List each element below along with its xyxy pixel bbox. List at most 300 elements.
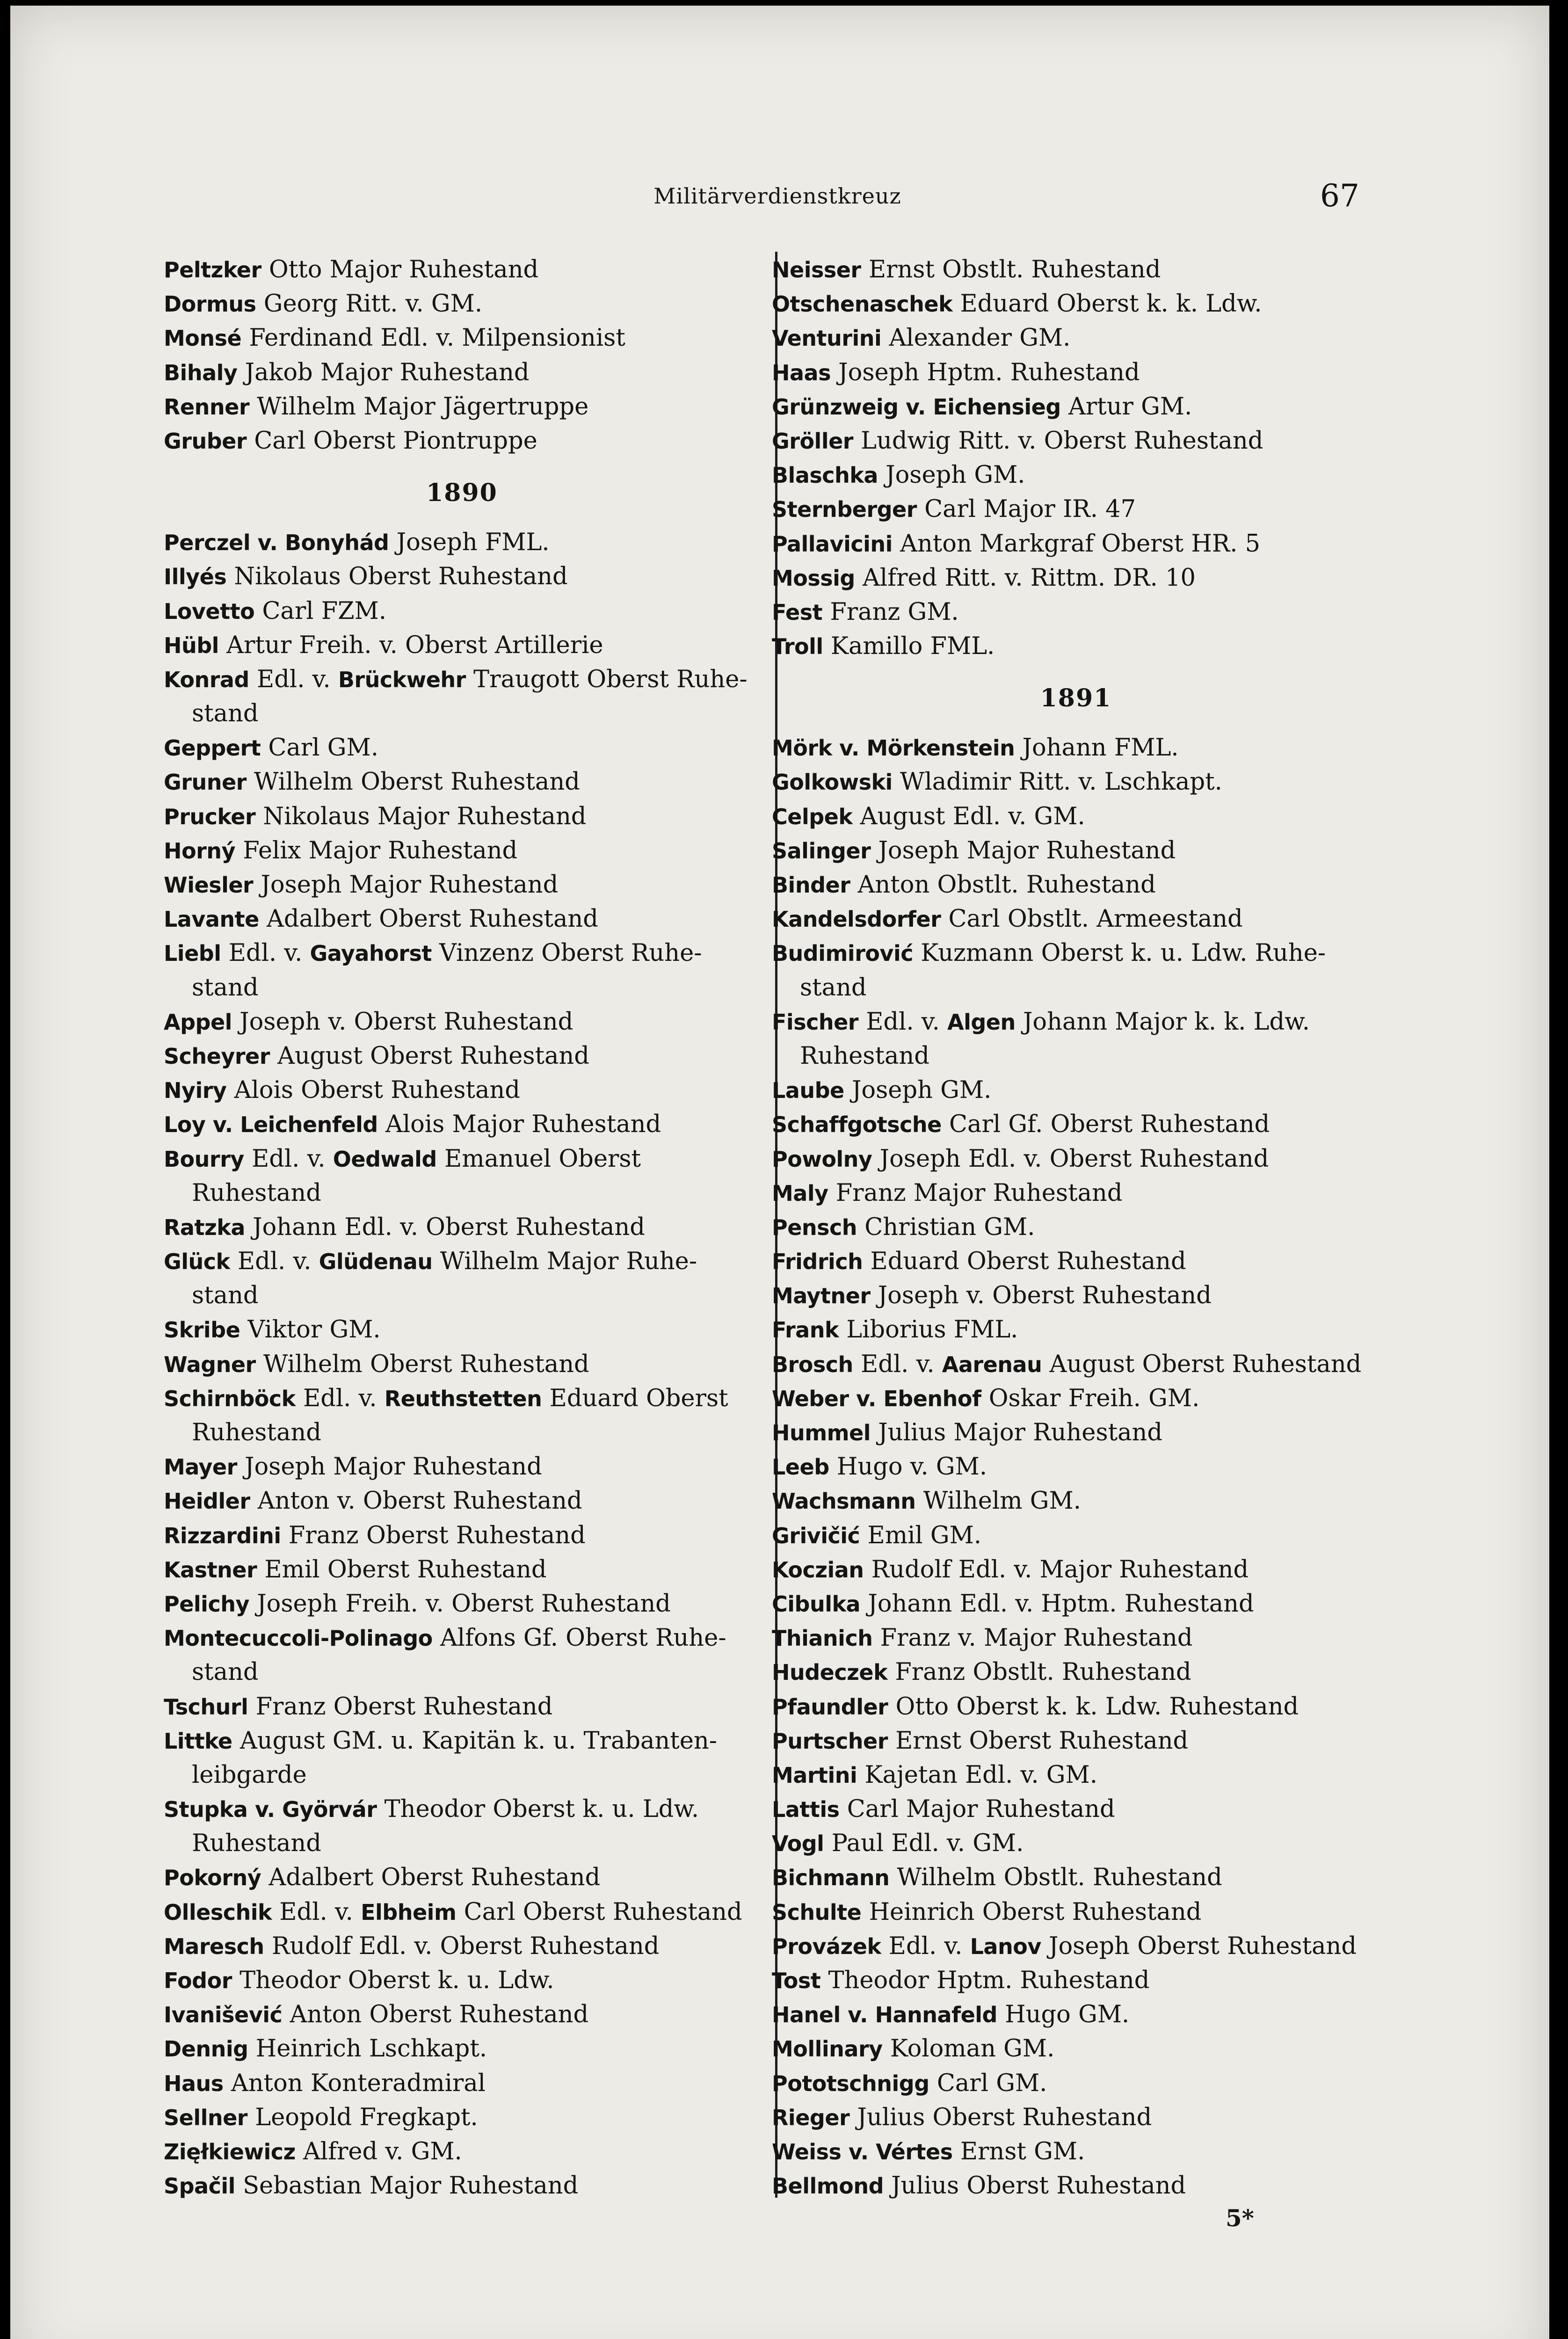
entry-surname: Mörk v. Mörkenstein bbox=[772, 735, 1015, 761]
entry-surname: Dormus bbox=[164, 291, 256, 317]
list-entry bbox=[772, 2032, 1380, 2066]
list-entry bbox=[772, 799, 1380, 834]
entry-details: Heinrich Lschkapt. bbox=[248, 2035, 487, 2063]
entry-details: Joseph Edl. v. Oberst Ruhestand bbox=[872, 1145, 1269, 1173]
entry-details: Edl. v. bbox=[244, 1145, 333, 1173]
entry-surname: Salinger bbox=[772, 838, 871, 864]
entry-details: Johann FML. bbox=[1015, 734, 1179, 762]
list-entry bbox=[772, 1929, 1380, 1963]
entry-details: Joseph Oberst Ruhestand bbox=[1041, 1932, 1357, 1960]
entry-surname: Hummel bbox=[772, 1420, 871, 1446]
entry-details: Otto Major Ruhestand bbox=[261, 256, 539, 283]
entry-surname: Laube bbox=[772, 1078, 844, 1104]
entry-details: Joseph Major Ruhestand bbox=[253, 871, 559, 899]
entry-predicate: Lanov bbox=[970, 1933, 1041, 1959]
entry-details: Joseph GM. bbox=[844, 1076, 992, 1104]
list-entry bbox=[164, 868, 760, 902]
list-entry bbox=[164, 2100, 760, 2135]
entry-details: Eduard Oberst Ruhestand bbox=[863, 1248, 1186, 1276]
entry-details: Joseph v. Oberst Ruhestand bbox=[870, 1282, 1212, 1310]
entry-details: Kajetan Edl. v. GM. bbox=[857, 1761, 1097, 1789]
entry-details: Wilhelm Major Ruhe- bbox=[432, 1248, 697, 1276]
entry-surname: Nyiry bbox=[164, 1078, 227, 1104]
entry-details: Ferdinand Edl. v. Milpensionist bbox=[241, 324, 625, 352]
entry-continuation: Ruhestand bbox=[800, 1042, 929, 1070]
list-entry bbox=[772, 1176, 1380, 1210]
entry-surname: Binder bbox=[772, 872, 850, 898]
entry-details: Joseph FML. bbox=[389, 529, 550, 557]
entry-surname: Haas bbox=[772, 360, 831, 385]
entry-details: Joseph Hptm. Ruhestand bbox=[830, 358, 1140, 386]
entry-surname: Ivanišević bbox=[164, 2002, 283, 2028]
entry-details: Alfons Gf. Oberst Ruhe- bbox=[432, 1624, 726, 1652]
entry-details: Anton Oberst Ruhestand bbox=[282, 2001, 589, 2029]
entry-continuation: Ruhestand bbox=[192, 1179, 321, 1207]
entry-surname: Koczian bbox=[772, 1557, 864, 1583]
entry-details: Otto Oberst k. k. Ldw. Ruhestand bbox=[888, 1693, 1299, 1721]
list-entry bbox=[772, 1005, 1380, 1039]
list-entry bbox=[772, 629, 1380, 663]
entry-details: Artur Freih. v. Oberst Artillerie bbox=[218, 631, 603, 659]
entry-details: Traugott Oberst Ruhe- bbox=[465, 665, 748, 693]
list-entry bbox=[164, 2032, 760, 2066]
entry-surname: Konrad bbox=[164, 667, 249, 692]
list-entry bbox=[772, 1655, 1380, 1689]
entry-details: Theodor Oberst k. u. Ldw. bbox=[232, 1967, 554, 1994]
entry-details: Carl GM. bbox=[261, 734, 378, 762]
entry-details: Rudolf Edl. v. Major Ruhestand bbox=[864, 1555, 1249, 1584]
entry-details: Wladimir Ritt. v. Lschkapt. bbox=[892, 768, 1222, 796]
entry-details: Alfred v. GM. bbox=[295, 2137, 462, 2165]
list-entry bbox=[772, 595, 1380, 629]
list-entry bbox=[772, 253, 1380, 287]
entry-surname: Schulte bbox=[772, 1899, 862, 1925]
entry-surname: Mayer bbox=[164, 1454, 237, 1480]
entry-details: Alexander GM. bbox=[881, 324, 1071, 352]
list-entry bbox=[772, 936, 1380, 970]
list-entry bbox=[164, 424, 760, 458]
entry-details: Anton Markgraf Oberst HR. 5 bbox=[892, 530, 1261, 558]
entry-continuation: Ruhestand bbox=[192, 1419, 321, 1446]
entry-predicate: Elbheim bbox=[361, 1899, 457, 1925]
entry-details: Edl. v. bbox=[853, 1350, 942, 1378]
list-entry bbox=[164, 1690, 760, 1724]
list-entry bbox=[772, 321, 1380, 355]
entry-details: Adalbert Oberst Ruhestand bbox=[261, 1864, 601, 1892]
entry-surname: Vogl bbox=[772, 1831, 824, 1857]
year-heading: 1891 bbox=[1040, 684, 1112, 713]
entry-details: Edl. v. bbox=[272, 1898, 361, 1926]
list-entry bbox=[772, 1724, 1380, 1758]
entry-details: Hugo v. GM. bbox=[829, 1453, 987, 1481]
entry-details: Vinzenz Oberst Ruhe- bbox=[431, 939, 702, 967]
entry-surname: Bihaly bbox=[164, 360, 238, 385]
entry-details: Hugo GM. bbox=[997, 2001, 1130, 2029]
entry-surname: Pensch bbox=[772, 1214, 857, 1240]
entry-details: Rudolf Edl. v. Oberst Ruhestand bbox=[264, 1932, 660, 1960]
entry-details: Wilhelm Oberst Ruhestand bbox=[255, 1350, 589, 1378]
entry-surname: Tost bbox=[772, 1968, 821, 1993]
entry-details: Franz Oberst Ruhestand bbox=[281, 1521, 586, 1549]
entry-details: Alfred Ritt. v. Rittm. DR. 10 bbox=[855, 564, 1196, 592]
entry-surname: Hübl bbox=[164, 632, 219, 658]
entry-surname: Rizzardini bbox=[164, 1523, 281, 1548]
list-entry bbox=[164, 1142, 760, 1176]
entry-surname: Stupka v. Györvár bbox=[164, 1797, 377, 1823]
entry-details: Oskar Freih. GM. bbox=[981, 1384, 1200, 1412]
list-entry bbox=[772, 1484, 1380, 1518]
entry-surname: Lovetto bbox=[164, 598, 255, 624]
entry-surname: Rieger bbox=[772, 2105, 850, 2130]
list-entry bbox=[772, 1210, 1380, 1244]
list-entry bbox=[164, 731, 760, 765]
entry-details: Theodor Oberst k. u. Ldw. bbox=[377, 1795, 699, 1823]
list-entry bbox=[772, 1621, 1380, 1655]
list-entry bbox=[772, 390, 1380, 424]
entry-details: Ludwig Ritt. v. Oberst Ruhestand bbox=[853, 427, 1263, 455]
list-entry bbox=[772, 561, 1380, 595]
list-entry bbox=[164, 1450, 760, 1484]
entry-details: Wilhelm Oberst Ruhestand bbox=[246, 768, 580, 796]
entry-details: Anton Konteradmiral bbox=[223, 2069, 486, 2097]
entry-details: Alois Oberst Ruhestand bbox=[226, 1076, 520, 1104]
entry-details: Anton v. Oberst Ruhestand bbox=[250, 1487, 582, 1515]
entry-surname: Schaffgotsche bbox=[772, 1112, 942, 1138]
page-number: 67 bbox=[1320, 178, 1359, 214]
entry-surname: Lavante bbox=[164, 907, 259, 932]
entry-details: Johann Major k. k. Ldw. bbox=[1015, 1008, 1310, 1036]
entry-surname: Weber v. Ebenhof bbox=[772, 1386, 981, 1411]
entry-surname: Appel bbox=[164, 1009, 232, 1035]
entry-surname: Maly bbox=[772, 1180, 828, 1206]
entry-details: Joseph Freih. v. Oberst Ruhestand bbox=[249, 1590, 671, 1618]
list-entry bbox=[164, 287, 760, 321]
entry-surname: Kastner bbox=[164, 1557, 257, 1583]
list-entry bbox=[164, 1963, 760, 1998]
list-entry bbox=[772, 1963, 1380, 1998]
entry-surname: Neisser bbox=[772, 257, 861, 283]
list-entry bbox=[772, 1416, 1380, 1450]
entry-surname: Wagner bbox=[164, 1351, 256, 1377]
entry-surname: Sellner bbox=[164, 2105, 247, 2130]
entry-details: Eduard Oberst bbox=[542, 1384, 728, 1412]
list-entry bbox=[164, 390, 760, 424]
left-column bbox=[164, 253, 760, 2203]
list-entry bbox=[772, 492, 1380, 526]
list-entry bbox=[164, 559, 760, 594]
entry-surname: Mossig bbox=[772, 565, 855, 591]
entry-details: Ernst Obstlt. Ruhestand bbox=[861, 256, 1161, 283]
list-entry bbox=[772, 1244, 1380, 1278]
list-entry bbox=[164, 356, 760, 390]
entry-surname: Scheyrer bbox=[164, 1043, 270, 1069]
list-entry bbox=[772, 1278, 1380, 1313]
entry-details: Franz GM. bbox=[822, 598, 959, 626]
entry-details: Emil Oberst Ruhestand bbox=[257, 1555, 547, 1584]
entry-details: Franz v. Major Ruhestand bbox=[872, 1624, 1193, 1652]
entry-surname: Gruner bbox=[164, 770, 247, 795]
entry-surname: Provázek bbox=[772, 1933, 881, 1959]
entry-surname: Liebl bbox=[164, 941, 221, 966]
entry-surname: Loy v. Leichenfeld bbox=[164, 1112, 378, 1138]
list-entry bbox=[772, 834, 1380, 868]
entry-details: Leopold Fregkapt. bbox=[247, 2103, 478, 2131]
list-entry bbox=[772, 1826, 1380, 1860]
list-entry bbox=[772, 356, 1380, 390]
list-entry bbox=[164, 253, 760, 287]
entry-surname: Bichmann bbox=[772, 1865, 890, 1891]
list-entry bbox=[772, 1587, 1380, 1621]
entry-surname: Horný bbox=[164, 838, 236, 864]
list-entry bbox=[772, 287, 1380, 321]
list-entry bbox=[164, 1621, 760, 1655]
entry-details: Joseph Major Ruhestand bbox=[871, 836, 1176, 864]
list-entry bbox=[164, 2066, 760, 2100]
entry-surname: Budimirović bbox=[772, 941, 914, 966]
entry-details: Wilhelm Obstlt. Ruhestand bbox=[889, 1864, 1222, 1892]
year-heading: 1890 bbox=[426, 479, 498, 508]
entry-surname: Celpek bbox=[772, 804, 853, 829]
entry-continuation: Ruhestand bbox=[192, 1830, 321, 1858]
list-entry bbox=[772, 868, 1380, 902]
entry-surname: Skribe bbox=[164, 1317, 240, 1343]
list-entry bbox=[164, 594, 760, 628]
entry-details: Carl GM. bbox=[929, 2069, 1047, 2097]
entry-details: Felix Major Ruhestand bbox=[235, 836, 518, 864]
entry-surname: Pokorný bbox=[164, 1865, 261, 1891]
entry-details: Sebastian Major Ruhestand bbox=[235, 2172, 579, 2200]
entry-surname: Grünzweig v. Eichensieg bbox=[772, 394, 1061, 420]
list-entry bbox=[164, 1244, 760, 1278]
list-entry bbox=[164, 902, 760, 936]
entry-details: Edl. v. bbox=[295, 1384, 385, 1412]
entry-details: Franz Major Ruhestand bbox=[828, 1179, 1123, 1207]
entry-surname: Montecuccoli-Polinago bbox=[164, 1626, 433, 1651]
entry-details: Adalbert Oberst Ruhestand bbox=[259, 905, 598, 933]
entry-surname: Martini bbox=[772, 1762, 857, 1788]
entry-details: Carl Oberst Piontruppe bbox=[247, 427, 537, 455]
entry-details: Johann Edl. v. Hptm. Ruhestand bbox=[860, 1590, 1254, 1618]
entry-surname: Spačil bbox=[164, 2173, 235, 2199]
page-title: Militärverdienstkreuz bbox=[653, 183, 901, 209]
list-entry bbox=[772, 1758, 1380, 1792]
entry-surname: Powolny bbox=[772, 1146, 872, 1172]
list-entry bbox=[772, 1450, 1380, 1484]
list-entry bbox=[772, 1690, 1380, 1724]
page-header bbox=[10, 178, 1549, 221]
list-entry bbox=[164, 936, 760, 970]
document-page bbox=[10, 6, 1549, 2339]
entry-surname: Brosch bbox=[772, 1351, 853, 1377]
entry-predicate: Aarenau bbox=[942, 1351, 1042, 1377]
list-entry bbox=[772, 2100, 1380, 2135]
entry-details: Wilhelm Major Jägertruppe bbox=[249, 392, 589, 421]
entry-predicate: Reuthstetten bbox=[384, 1386, 542, 1411]
list-entry bbox=[164, 1210, 760, 1244]
entry-surname: Peltzker bbox=[164, 257, 261, 283]
entry-details: Johann Edl. v. Oberst Ruhestand bbox=[245, 1213, 645, 1241]
entry-details: August Edl. v. GM. bbox=[852, 802, 1085, 830]
entry-details: August Oberst Ruhestand bbox=[1042, 1350, 1362, 1378]
entry-surname: Kandelsdorfer bbox=[772, 907, 941, 932]
signature-mark: 5* bbox=[1226, 2204, 1254, 2232]
entry-surname: Illyés bbox=[164, 564, 227, 590]
entry-continuation: stand bbox=[192, 973, 259, 1002]
entry-surname: Prucker bbox=[164, 804, 256, 829]
list-entry bbox=[772, 1518, 1380, 1553]
list-entry bbox=[164, 1484, 760, 1518]
list-entry bbox=[164, 2135, 760, 2169]
entry-details: Edl. v. bbox=[249, 665, 338, 693]
entry-surname: Sternberger bbox=[772, 497, 917, 523]
list-entry bbox=[164, 1929, 760, 1963]
entry-details: Ernst Oberst Ruhestand bbox=[887, 1727, 1189, 1755]
entry-continuation: stand bbox=[192, 700, 259, 728]
list-entry bbox=[772, 424, 1380, 458]
entry-surname: Venturini bbox=[772, 326, 882, 351]
list-entry bbox=[164, 321, 760, 355]
list-entry bbox=[164, 1724, 760, 1758]
entry-details: Ernst GM. bbox=[952, 2137, 1085, 2165]
entry-details: Liborius FML. bbox=[839, 1316, 1018, 1344]
entry-predicate: Gayahorst bbox=[310, 941, 432, 966]
entry-details: Emanuel Oberst bbox=[436, 1145, 641, 1173]
entry-details: Joseph GM. bbox=[878, 461, 1025, 489]
entry-surname: Pototschnigg bbox=[772, 2070, 929, 2096]
entry-details: Carl FZM. bbox=[254, 597, 386, 625]
entry-details: Wilhelm GM. bbox=[915, 1487, 1081, 1515]
right-column bbox=[772, 253, 1380, 2203]
list-entry bbox=[164, 628, 760, 662]
entry-details: Joseph v. Oberst Ruhestand bbox=[232, 1008, 573, 1036]
entry-details: Nikolaus Major Ruhestand bbox=[255, 802, 587, 830]
entry-surname: Dennig bbox=[164, 2036, 248, 2062]
entry-surname: Frank bbox=[772, 1317, 839, 1343]
list-entry bbox=[772, 2169, 1380, 2203]
entry-details: Edl. v. bbox=[230, 1248, 319, 1276]
list-entry bbox=[164, 1895, 760, 1929]
entry-surname: Fridrich bbox=[772, 1249, 863, 1275]
list-entry bbox=[772, 1792, 1380, 1826]
entry-surname: Haus bbox=[164, 2070, 224, 2096]
entry-surname: Perczel v. Bonyhád bbox=[164, 530, 389, 556]
entry-details: Julius Oberst Ruhestand bbox=[849, 2103, 1152, 2131]
entry-details: Koloman GM. bbox=[882, 2035, 1055, 2063]
entry-details: August GM. u. Kapitän k. u. Trabanten- bbox=[232, 1727, 718, 1755]
list-entry bbox=[164, 1860, 760, 1895]
entry-surname: Grivičić bbox=[772, 1523, 860, 1548]
list-entry bbox=[772, 2135, 1380, 2169]
list-entry bbox=[164, 1553, 760, 1587]
list-entry bbox=[164, 1792, 760, 1826]
entry-surname: Troll bbox=[772, 634, 823, 660]
entry-surname: Cibulka bbox=[772, 1591, 861, 1617]
entry-surname: Maytner bbox=[772, 1283, 871, 1309]
entry-details: Carl Major IR. 47 bbox=[916, 495, 1136, 523]
entry-surname: Tschurl bbox=[164, 1694, 248, 1720]
list-entry bbox=[164, 834, 760, 868]
list-entry bbox=[772, 1142, 1380, 1176]
list-entry bbox=[772, 1998, 1380, 2032]
list-entry bbox=[772, 1107, 1380, 1141]
list-entry bbox=[772, 1895, 1380, 1929]
entry-continuation: leibgarde bbox=[192, 1761, 307, 1789]
entry-continuation: stand bbox=[192, 1658, 259, 1686]
entry-details: Artur GM. bbox=[1060, 392, 1192, 421]
entry-details: Kuzmann Oberst k. u. Ldw. Ruhe- bbox=[913, 939, 1326, 967]
list-entry bbox=[772, 1860, 1380, 1895]
list-entry bbox=[164, 2169, 760, 2203]
entry-surname: Weiss v. Vértes bbox=[772, 2139, 953, 2165]
entry-surname: Wiesler bbox=[164, 872, 254, 898]
entry-surname: Gruber bbox=[164, 428, 247, 454]
entry-surname: Lattis bbox=[772, 1797, 840, 1823]
entry-details: Edl. v. bbox=[221, 939, 310, 967]
entry-surname: Hanel v. Hannafeld bbox=[772, 2002, 997, 2028]
entry-details: Joseph Major Ruhestand bbox=[237, 1453, 542, 1481]
entry-details: Anton Obstlt. Ruhestand bbox=[850, 871, 1156, 899]
entry-surname: Gröller bbox=[772, 428, 853, 454]
entry-surname: Fischer bbox=[772, 1009, 858, 1035]
entry-predicate: Oedwald bbox=[333, 1146, 437, 1172]
entry-details: Christian GM. bbox=[857, 1213, 1035, 1241]
entry-surname: Bourry bbox=[164, 1146, 244, 1172]
entry-surname: Bellmond bbox=[772, 2173, 884, 2199]
list-entry bbox=[772, 1313, 1380, 1347]
entry-surname: Hudeczek bbox=[772, 1660, 888, 1685]
list-entry bbox=[164, 662, 760, 697]
entry-continuation: stand bbox=[800, 973, 867, 1002]
entry-predicate: Brückwehr bbox=[338, 667, 466, 692]
entry-details: Viktor GM. bbox=[240, 1316, 381, 1344]
entry-surname: Wachsmann bbox=[772, 1489, 916, 1514]
list-entry bbox=[164, 1347, 760, 1381]
list-entry bbox=[772, 1347, 1380, 1381]
entry-surname: Schirnböck bbox=[164, 1386, 296, 1411]
entry-surname: Fest bbox=[772, 599, 823, 625]
list-entry bbox=[164, 1039, 760, 1073]
list-entry bbox=[164, 1518, 760, 1553]
entry-details: Theodor Hptm. Ruhestand bbox=[820, 1967, 1150, 1994]
entry-details: Edl. v. bbox=[858, 1008, 947, 1036]
entry-predicate: Algen bbox=[947, 1009, 1016, 1035]
list-entry bbox=[164, 1073, 760, 1107]
entry-surname: Purtscher bbox=[772, 1728, 888, 1754]
entry-surname: Mollinary bbox=[772, 2036, 883, 2062]
entry-surname: Glück bbox=[164, 1249, 230, 1275]
list-entry bbox=[772, 1381, 1380, 1416]
entry-details: Paul Edl. v. GM. bbox=[824, 1830, 1024, 1858]
entry-surname: Thianich bbox=[772, 1626, 873, 1651]
entry-surname: Blaschka bbox=[772, 463, 878, 488]
entry-surname: Littke bbox=[164, 1728, 232, 1754]
entry-surname: Pelichy bbox=[164, 1591, 249, 1617]
list-entry bbox=[164, 1381, 760, 1416]
list-entry bbox=[772, 527, 1380, 561]
entry-surname: Maresch bbox=[164, 1933, 264, 1959]
entry-surname: Olleschik bbox=[164, 1899, 272, 1925]
entry-details: Alois Major Ruhestand bbox=[377, 1111, 661, 1139]
entry-details: Jakob Major Ruhestand bbox=[237, 358, 530, 386]
list-entry bbox=[772, 902, 1380, 936]
entry-surname: Fodor bbox=[164, 1968, 232, 1993]
entry-surname: Leeb bbox=[772, 1454, 829, 1480]
list-entry bbox=[772, 765, 1380, 799]
list-entry bbox=[164, 1107, 760, 1141]
list-entry bbox=[772, 1073, 1380, 1107]
list-entry bbox=[772, 1553, 1380, 1587]
entry-details: August Oberst Ruhestand bbox=[269, 1042, 589, 1070]
